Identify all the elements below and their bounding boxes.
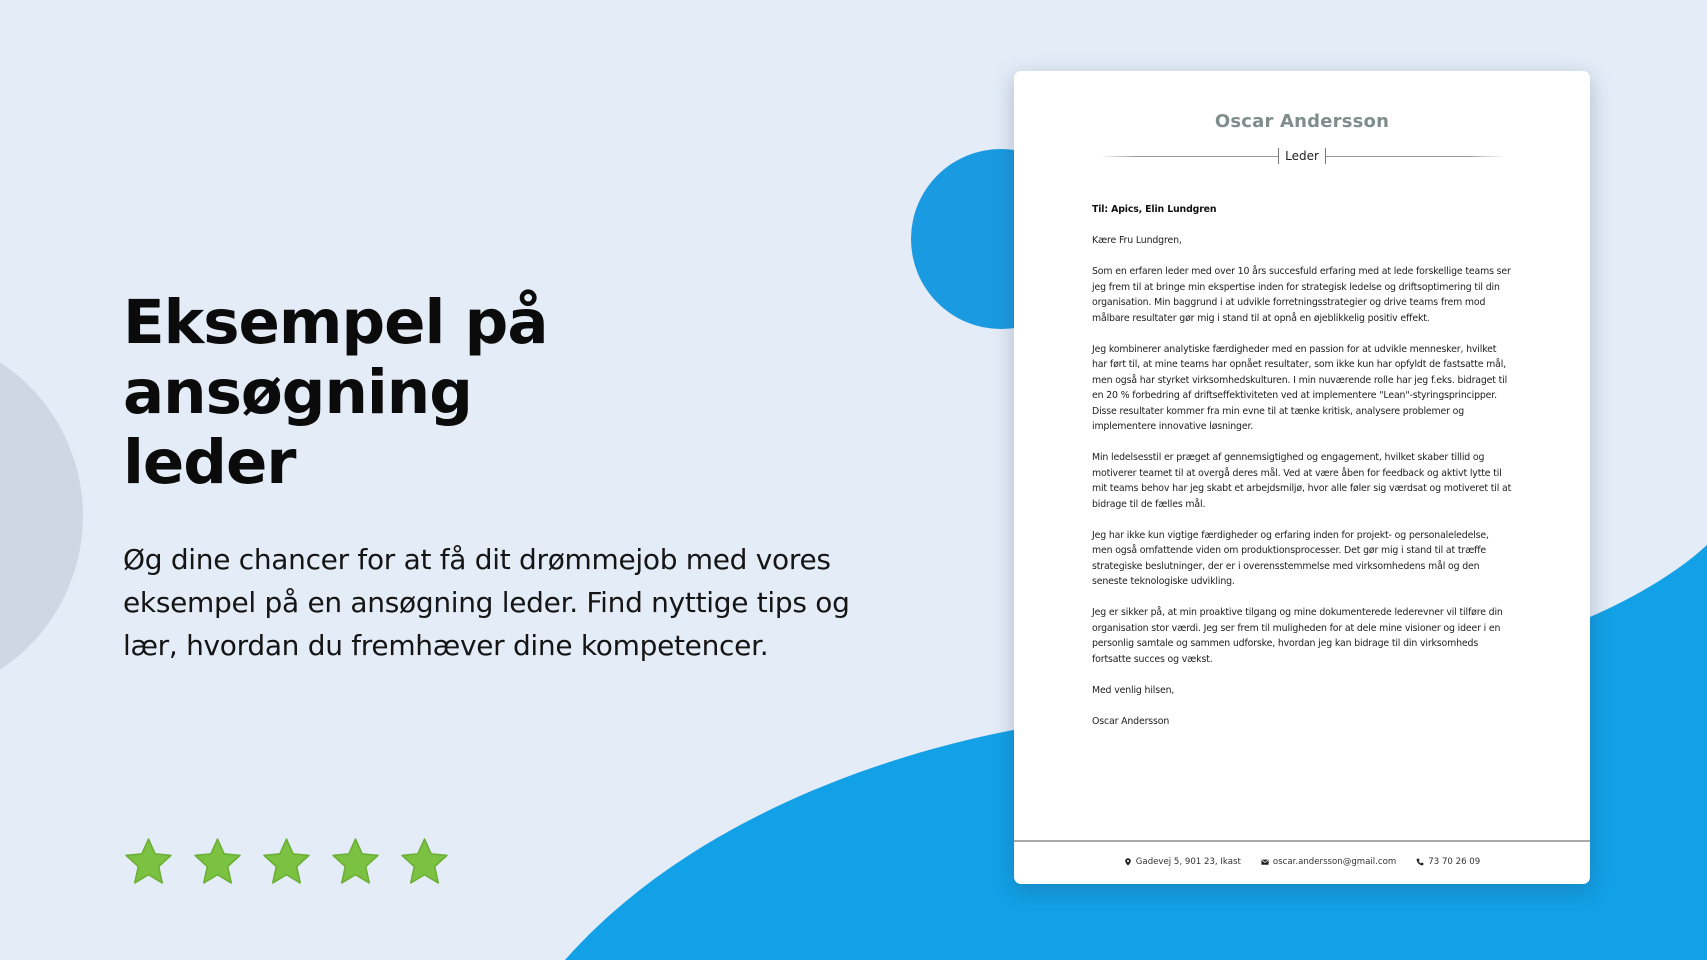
letter-body	[1092, 202, 1512, 745]
map-pin-icon	[1124, 858, 1132, 866]
letter-salutation: Kære Fru Lundgren,	[1092, 235, 1182, 246]
divider-line	[1100, 156, 1278, 157]
address-text: Gadevej 5, 901 23, Ikast	[1135, 857, 1241, 867]
email-text: oscar.andersson@gmail.com	[1272, 857, 1397, 867]
contact-footer	[1014, 855, 1590, 869]
contact-address	[1124, 857, 1241, 867]
page-subtitle: Øg dine chancer for at få dit drømmejob med vores eksempel på en ansøgning leder. Find nyttige tips og lær, hvordan du fremhæver dine kompetencer.	[123, 543, 850, 662]
star-icon	[399, 836, 450, 887]
applicant-name: Oscar Andersson	[1214, 111, 1390, 132]
contact-email	[1261, 857, 1396, 867]
title-line-2: leder	[123, 427, 296, 498]
letter-signature: Oscar Andersson	[1092, 715, 1170, 727]
letter-paragraph: Jeg kombinerer analytiske færdigheder med en passion for at udvikle mennesker, hvilket har ført til, at mine teams har opnået resultater, som ikke kun har opfyldt de fastsatte mål, men også har styrket virksomhedskulturen. I min nuværende rolle har jeg f.eks. bidraget til en 20 % forbedring af driftseffektiviteten ved at implementere "Lean"-styringsprincipper. Disse resultater kommer fra min evne til at tænke kritisk, analysere problemer og implementere innovative løsninger.	[1092, 343, 1508, 432]
letter-recipient: Til: Apics, Elin Lundgren	[1092, 204, 1217, 215]
contact-phone	[1416, 857, 1480, 867]
letter-paragraph: Min ledelsesstil er præget af gennemsigtighed og engagement, hvilket skaber tillid og motiverer teamet til at overgå deres mål. Ved at være åben for feedback og aktivt lytte til mit teams behov har jeg skabt et arbejdsmiljø, hvor alle føler sig værdsat og motiveret til at bidrage til de fælles mål.	[1092, 452, 1512, 510]
star-icon	[192, 836, 243, 887]
title-line-1: Eksempel på ansøgning	[123, 287, 548, 428]
star-icon	[123, 836, 174, 887]
letter-paragraph: Som en erfaren leder med over 10 års succesfuld erfaring med at lede forskellige teams ser jeg frem til at bringe min ekspertise inden for strategisk ledelse og driftsoptimering til din organisation. Min baggrund i at udvikle forretningsstrategier og drive teams frem mod målbare resultater gør mig i stand til at opnå en øjeblikkelig positiv effekt.	[1092, 266, 1511, 324]
rating-stars	[123, 836, 450, 887]
letter-paragraph: Jeg er sikker på, at min proaktive tilgang og mine dokumenterede lederevner vil tilføre din organisation stor værdi. Jeg ser frem til muligheden for at dele mine visioner og ideer i en personlig samtale og sammen udforske, hvordan jeg kan bidrage til din virksomheds fortsatte succes og vækst.	[1092, 607, 1503, 665]
page-title	[123, 288, 903, 498]
hero-section	[123, 288, 903, 667]
star-icon	[330, 836, 381, 887]
cover-letter-preview	[1014, 71, 1590, 884]
phone-icon	[1416, 858, 1424, 866]
letter-closing: Med venlig hilsen,	[1092, 684, 1175, 696]
letter-paragraph: Jeg har ikke kun vigtige færdigheder og erfaring inden for projekt- og personaleledelse, men også omfattende viden om produktionsprocesser. Det gør mig i stand til at træffe strategiske beslutninger, der er i overensstemmelse med virksomhedens mål og den seneste teknologiske udvikling.	[1092, 529, 1489, 587]
star-icon	[261, 836, 312, 887]
footer-divider	[1014, 840, 1590, 842]
divider-line	[1326, 156, 1504, 157]
applicant-role: Leder	[1285, 149, 1319, 163]
phone-text: 73 70 26 09	[1428, 857, 1481, 867]
role-header	[1100, 146, 1504, 166]
envelope-icon	[1261, 858, 1269, 866]
